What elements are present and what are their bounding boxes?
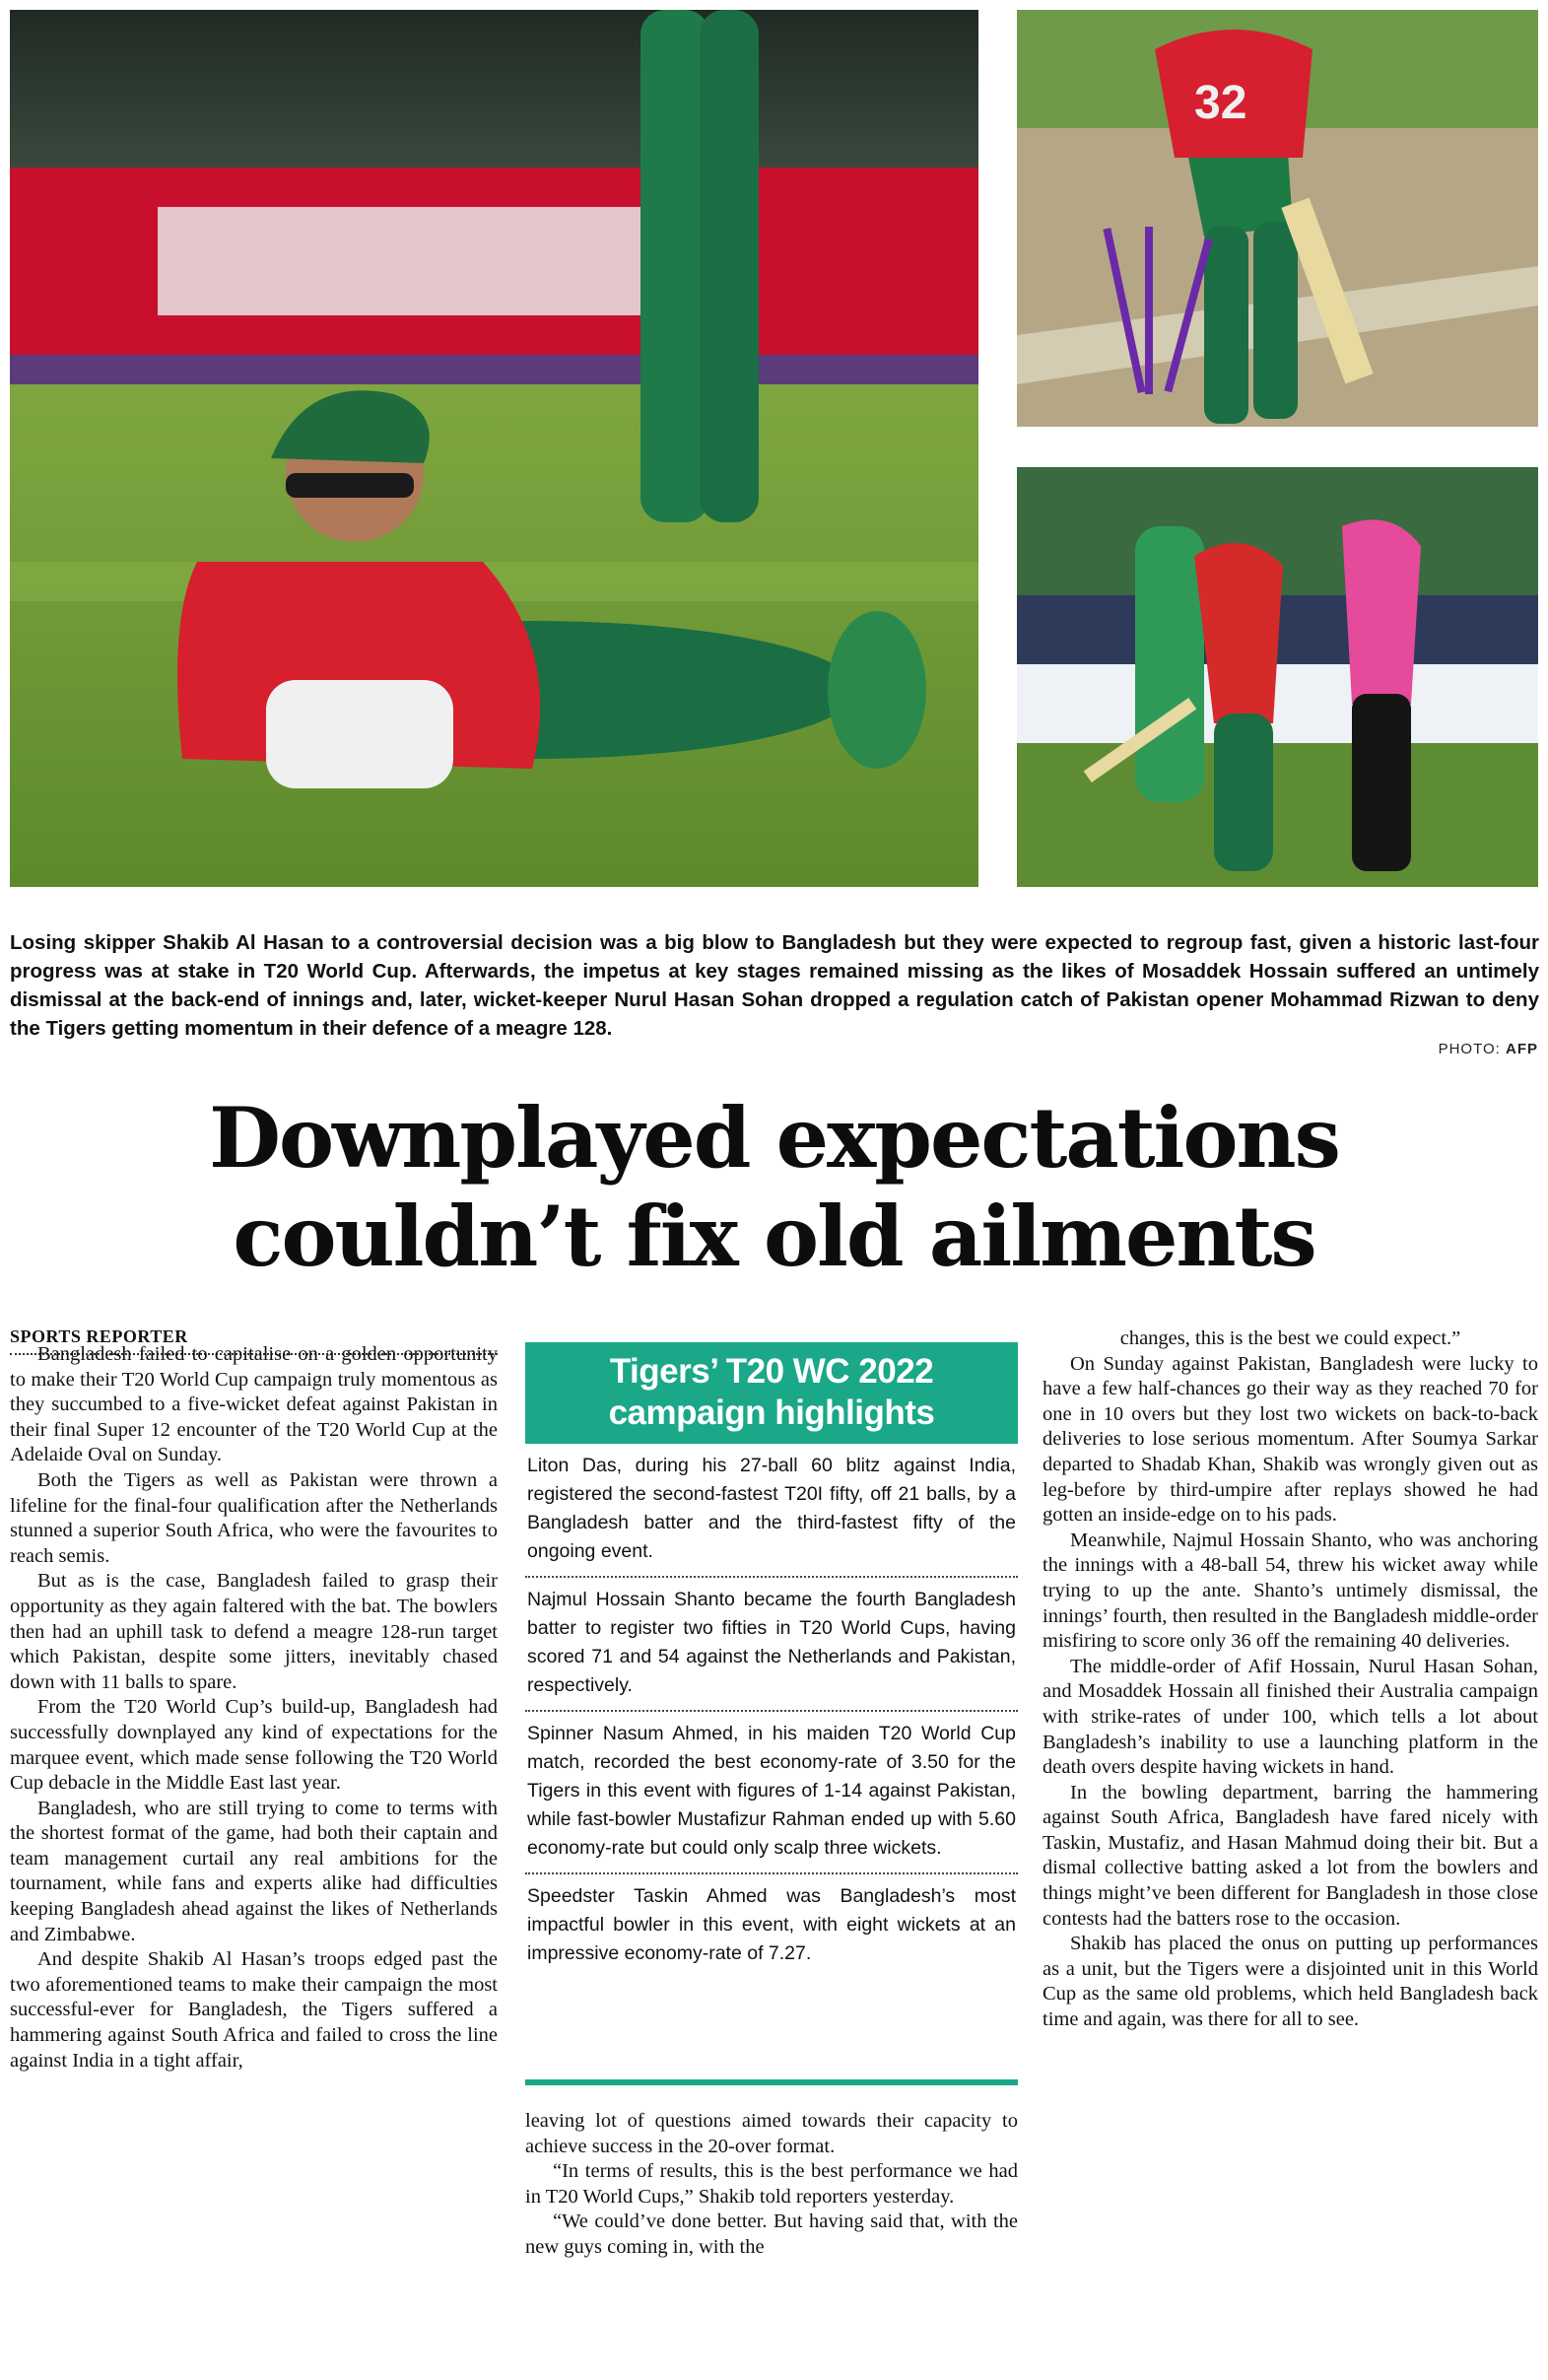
highlights-title-line1: Tigers’ T20 WC 2022 — [609, 1352, 934, 1391]
paragraph: The middle-order of Afif Hossain, Nurul Hasan Sohan, and Mosaddek Hossain all finished their Australia campaign with strike-rates of under 100, which tells a lot about Bangladesh’s inability to use a launching platform in the death overs despite having wickets in hand. — [1043, 1655, 1538, 1779]
paragraph: Meanwhile, Najmul Hossain Shanto, who was anchoring the innings with a 48-ball 54, threw his wicket away while trying to up the ante. Shanto’s untimely dismissal, the innings’ fourth, then resulted in the Bangladesh middle-order misfiring to score only 36 off the remaining 40 deliveries. — [1043, 1529, 1538, 1653]
headline-line2: couldn’t fix old ailments — [233, 1188, 1315, 1285]
bottom-right-photo — [1017, 467, 1538, 887]
paragraph: changes, this is the best we could expect.” — [1119, 1327, 1461, 1349]
paragraph: Shakib has placed the onus on putting up performances as a unit, but the Tigers were a disjointed unit in this World Cup as the same old problems, which held Bangladesh back time and again, was there for all to see. — [1043, 1933, 1538, 2031]
photo-credit-source: AFP — [1506, 1041, 1538, 1057]
top-right-photo — [1017, 10, 1538, 427]
cricket-keeper-photo-icon — [10, 10, 978, 887]
paragraph: From the T20 World Cup’s build-up, Bangladesh had successfully downplayed any kind of expectations for the marquee event, which made sense following the T20 World Cup debacle in the Middle East last year. — [10, 1696, 498, 1795]
paragraph: “We could’ve done better. But having said that, with the new guys coming in, with the — [525, 2210, 1018, 2258]
article-column-1 — [10, 1342, 498, 2074]
article-column-2 — [525, 2109, 1018, 2261]
photo-caption: Losing skipper Shakib Al Hasan to a controversial decision was a big blow to Bangladesh but they were expected to regroup fast, given a historic last-four progress was at stake in T20 World Cup. Afterwards, the impetus at key stages remained missing as the likes of Mosaddek Hossain suffered an untimely dismissal at the back-end of innings and, later, wicket-keeper Nurul Hasan Sohan dropped a regulation catch of Pakistan opener Mohammad Rizwan to deny the Tigers getting momentum in their defence of a meagre 128. — [10, 931, 1539, 1040]
paragraph: In the bowling department, barring the hammering against South Africa, Bangladesh have fared nicely with Taskin, Mustafiz, and Hasan Mahmud doing their bit. But a dismal collective batting asked a lot from the bowlers and things might’ve been different for Bangladesh in those close contests had the batters rose to the occasion. — [1043, 1781, 1538, 1930]
paragraph: And despite Shakib Al Hasan’s troops edged past the two aforementioned teams to make their campaign the most successful-ever for Bangladesh, the Tigers suffered a hammering against South Africa and failed to cross the line against India in a tight affair, — [10, 1948, 498, 2072]
paragraph: Bangladesh failed to capitalise on a golden opportunity to make their T20 World Cup campaign truly momentous as they succumbed to a five-wicket defeat against Pakistan in their final Super 12 encounter of the T20 World Cup at the Adelaide Oval on Sunday. — [10, 1343, 498, 1466]
highlights-title — [525, 1342, 1018, 1444]
paragraph: Both the Tigers as well as Pakistan were thrown a lifeline for the final-four qualification after the Netherlands stunned a superior South Africa, who were the favourites to reach semis. — [10, 1468, 498, 1567]
paragraph: On Sunday against Pakistan, Bangladesh were lucky to have a few half-chances go their way as they reached 70 for one in 10 overs but they lost two wickets on back-to-back deliveries to lose serious momentum. After Soumya Sarkar departed to Shadab Khan, Shakib was wrongly given out as leg-before by third-umpire after replays showed he had gotten an inside-edge on to his pads. — [1043, 1352, 1538, 1527]
highlights-title-line2: campaign highlights — [608, 1394, 935, 1432]
umpire-dismissal-photo-icon — [1017, 467, 1538, 887]
photo-credit — [1439, 1041, 1538, 1057]
photo-credit-label: PHOTO: — [1438, 1041, 1501, 1057]
paragraph: Bangladesh, who are still trying to come to terms with the shortest format of the game, had both their captain and team management curtail any real ambitions for the tournament, while fans and experts alike had difficulties keeping Bangladesh ahead against the likes of Netherlands and Zimbabwe. — [10, 1797, 498, 1945]
highlight-item: Liton Das, during his 27-ball 60 blitz against India, registered the second-fastest T20I fifty, off 21 balls, by a Bangladesh batter and the third-fastest fifty of the ongoing event. — [525, 1444, 1018, 1578]
main-photo — [10, 10, 978, 887]
headline-line1: Downplayed expectations — [209, 1089, 1339, 1187]
paragraph: But as is the case, Bangladesh failed to grasp their opportunity as they again faltered with the bat. The bowlers then had an uphill task to defend a meagre 128-run target which Pakistan, despite some jitters, inevitably chased down with 11 balls to spare. — [10, 1570, 498, 1693]
svg-text:32: 32 — [1194, 77, 1247, 129]
paragraph: leaving lot of questions aimed towards their capacity to achieve success in the 20-over format. — [525, 2110, 1018, 2157]
highlight-item: Speedster Taskin Ahmed was Bangladesh’s most impactful bowler in this event, with eight wickets at an impressive economy-rate of 7.27. — [527, 1885, 1016, 1964]
batter-bowled-photo-icon — [1017, 10, 1538, 427]
highlights-box — [525, 1342, 1018, 2075]
article-column-3 — [1043, 1326, 1538, 2033]
highlight-item: Spinner Nasum Ahmed, in his maiden T20 World Cup match, recorded the best economy-rate of 3.50 for the Tigers in this event with figures of 1-14 against Pakistan, while fast-bowler Mustafizur Rahman ended up with 5.60 economy-rate but could only scalp three wickets. — [525, 1712, 1018, 1874]
highlight-item: Najmul Hossain Shanto became the fourth Bangladesh batter to register two fifties in T20 World Cups, having scored 71 and 54 against the Netherlands and Pakistan, respectively. — [525, 1578, 1018, 1712]
headline — [0, 1089, 1548, 1286]
highlights-box-bottom-rule — [525, 2079, 1018, 2085]
paragraph: “In terms of results, this is the best performance we had in T20 World Cups,” Shakib told reporters yesterday. — [525, 2160, 1018, 2208]
byline: SPORTS REPORTER — [10, 1326, 498, 1355]
